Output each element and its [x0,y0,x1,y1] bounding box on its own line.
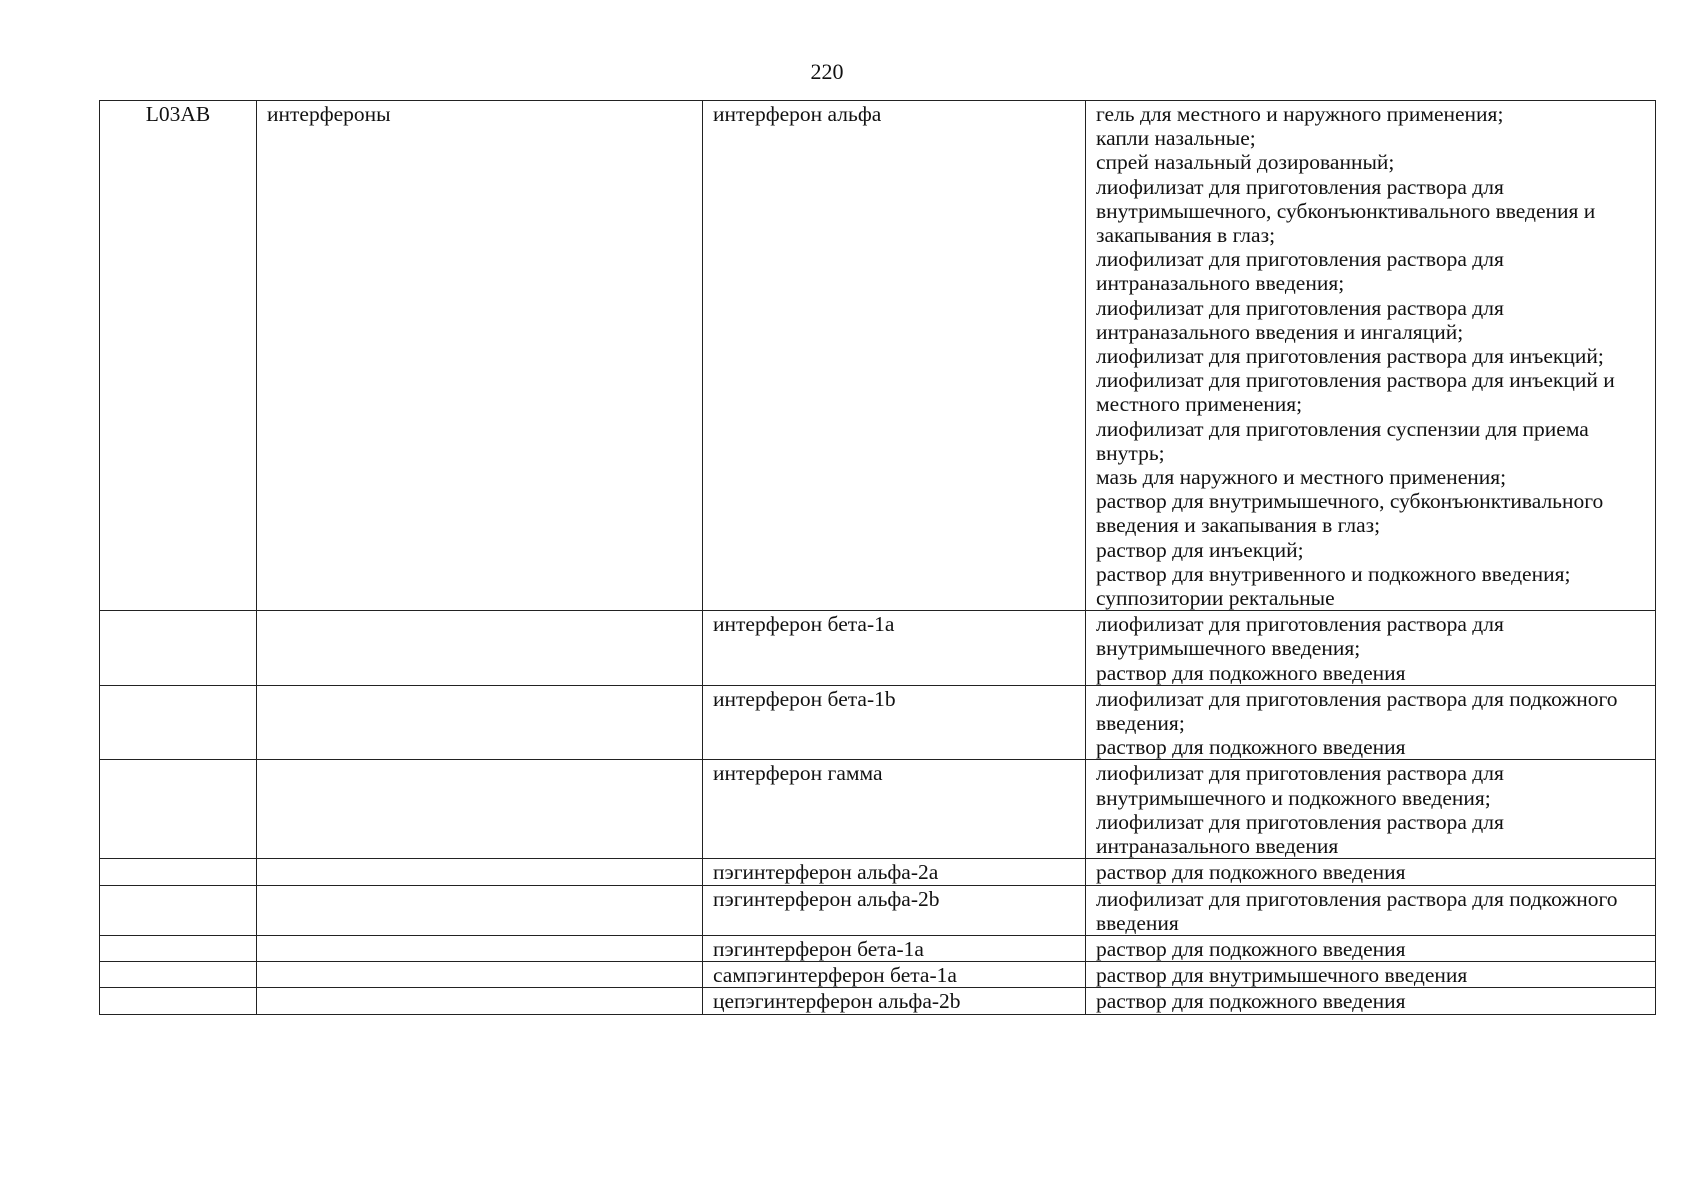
dosage-form-line: лиофилизат для приготовления раствора для внутримышечного, субконъюнктивального введения и закапывания в глаз; [1096,174,1596,248]
pharmacological-group-cell [257,685,703,760]
substance-cell: сампэгинтерферон бета-1a [703,962,1086,988]
dosage-forms-cell [1086,101,1656,611]
dosage-form-line: лиофилизат для приготовления суспензии для приема внутрь; [1096,416,1589,465]
page-number: 220 [810,59,844,84]
dosage-form-line: спрей назальный дозированный; [1096,150,1395,175]
dosage-forms-cell [1086,685,1656,760]
dosage-form-line: раствор для подкожного введения [1096,860,1406,885]
pharmacological-group-cell: интерфероны [257,101,703,611]
dosage-form-line: капли назальные; [1096,126,1256,151]
dosage-form-line: лиофилизат для приготовления раствора для подкожного введения; [1096,686,1618,736]
dosage-form-line: раствор для внутримышечного, субконъюнктивального введения и закапывания в глаз; [1096,489,1604,538]
substance-cell: цепэгинтерферон альфа-2b [703,988,1086,1014]
dosage-form-line: раствор для внутримышечного введения [1096,963,1468,988]
dosage-form-line: лиофилизат для приготовления раствора для внутримышечного и подкожного введения; [1096,761,1504,810]
table-row [100,885,1656,935]
dosage-forms-cell [1086,988,1656,1014]
substance-cell: интерферон альфа [703,101,1086,611]
atc-code-cell [100,760,257,859]
pharmacological-group-cell [257,611,703,686]
dosage-form-line: лиофилизат для приготовления раствора для интраназального введения [1096,809,1504,859]
substance-cell: интерферон гамма [703,760,1086,859]
substance-cell: интерферон бета-1a [703,611,1086,686]
substance-cell: пэгинтерферон альфа-2a [703,859,1086,885]
atc-code-cell [100,935,257,961]
dosage-forms-cell [1086,962,1656,988]
dosage-form-line: раствор для подкожного введения [1096,936,1406,961]
dosage-forms-cell [1086,859,1656,885]
dosage-form-line: раствор для подкожного введения [1096,735,1406,760]
dosage-form-line: раствор для подкожного введения [1096,660,1406,685]
pharmacological-group-cell [257,885,703,935]
atc-code-cell [100,685,257,760]
dosage-form-line: мазь для наружного и местного применения; [1096,465,1507,490]
pharmacological-group-cell [257,760,703,859]
dosage-form-line: лиофилизат для приготовления раствора для инъекций; [1096,344,1604,369]
substance-cell: пэгинтерферон бета-1a [703,935,1086,961]
atc-code-cell [100,962,257,988]
pharmacological-group-cell [257,988,703,1014]
drug-table [99,100,1656,1015]
table-row [100,859,1656,885]
dosage-form-line: лиофилизат для приготовления раствора для внутримышечного введения; [1096,612,1504,661]
atc-code-cell [100,859,257,885]
dosage-form-line: лиофилизат для приготовления раствора для интраназального введения; [1096,247,1504,296]
table-row [100,988,1656,1014]
table-row [100,935,1656,961]
pharmacological-group-cell [257,962,703,988]
dosage-form-line: гель для местного и наружного применения; [1096,102,1504,126]
dosage-forms-cell [1086,611,1656,686]
dosage-forms-cell [1086,935,1656,961]
dosage-forms-cell [1086,885,1656,935]
table-row [100,685,1656,760]
pharmacological-group-cell [257,859,703,885]
dosage-forms-cell [1086,760,1656,859]
table-row [100,101,1656,611]
dosage-form-line: лиофилизат для приготовления раствора для инъекций и местного применения; [1096,368,1615,417]
dosage-form-line: раствор для внутривенного и подкожного введения; [1096,561,1571,586]
atc-code-cell [100,988,257,1014]
dosage-form-line: суппозитории ректальные [1096,586,1335,611]
atc-code-cell [100,611,257,686]
pharmacological-group-cell [257,935,703,961]
table-row [100,962,1656,988]
atc-code-cell [100,885,257,935]
dosage-form-line: раствор для подкожного введения [1096,989,1406,1014]
table-row [100,760,1656,859]
substance-cell: интерферон бета-1b [703,685,1086,760]
dosage-form-line: раствор для инъекций; [1096,537,1304,562]
atc-code-cell: L03AB [100,101,257,611]
substance-cell: пэгинтерферон альфа-2b [703,885,1086,935]
dosage-form-line: лиофилизат для приготовления раствора для подкожного введения [1096,886,1618,935]
dosage-form-line: лиофилизат для приготовления раствора для интраназального введения и ингаляций; [1096,295,1504,344]
table-row [100,611,1656,686]
